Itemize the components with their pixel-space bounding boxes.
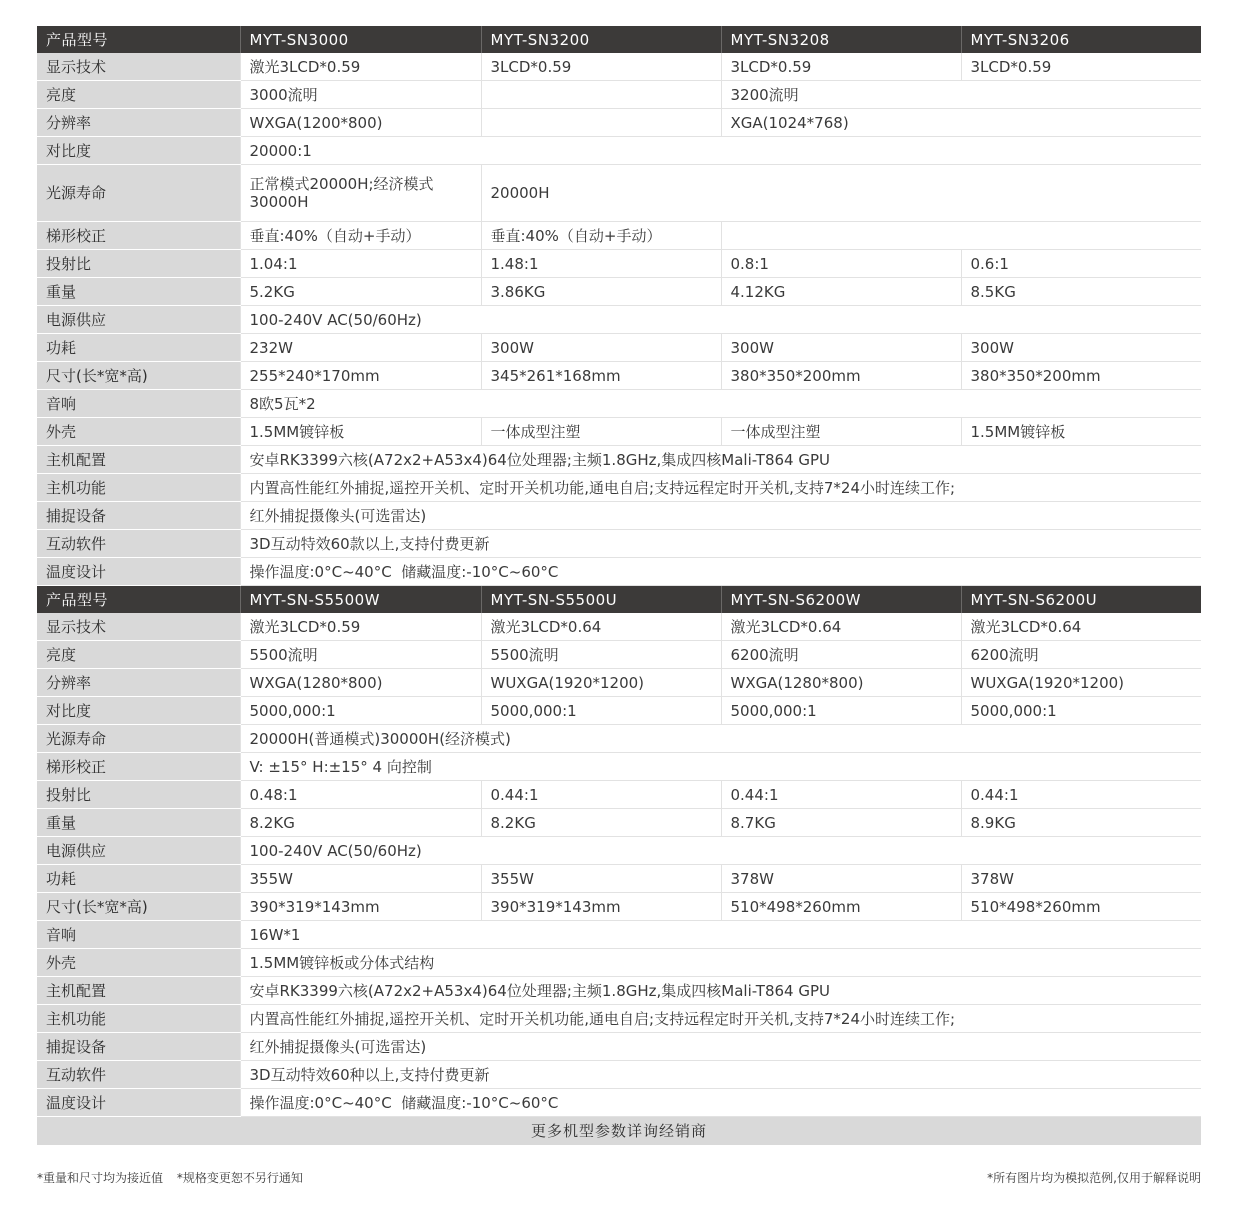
row-label: 电源供应 xyxy=(37,306,240,334)
row-label: 捕捉设备 xyxy=(37,1033,240,1061)
row-label: 投射比 xyxy=(37,781,240,809)
spec-cell: 300W xyxy=(481,334,721,362)
spec-row-host xyxy=(37,977,1201,1005)
spec-row-audio xyxy=(37,921,1201,949)
row-label: 音响 xyxy=(37,390,240,418)
spec-cell: 1.5MM镀锌板 xyxy=(240,418,481,446)
row-label: 尺寸(长*宽*高) xyxy=(37,362,240,390)
spec-cell: 6200流明 xyxy=(721,641,961,669)
row-label: 亮度 xyxy=(37,81,240,109)
spec-row-resolution xyxy=(37,109,1201,137)
spec-cell: WXGA(1200*800) xyxy=(240,109,481,137)
spec-row-audio xyxy=(37,390,1201,418)
spec-cell: 8.5KG xyxy=(961,278,1201,306)
spec-cell: 355W xyxy=(481,865,721,893)
model-name: MYT-SN-S5500U xyxy=(481,586,721,614)
row-label: 对比度 xyxy=(37,697,240,725)
spec-cell: 3000流明 xyxy=(240,81,481,109)
spec-cell: V: ±15° H:±15° 4 向控制 xyxy=(240,753,1201,781)
spec-row-keystone xyxy=(37,222,1201,250)
spec-cell: WXGA(1280*800) xyxy=(240,669,481,697)
spec-cell: 355W xyxy=(240,865,481,893)
spec-row-throw xyxy=(37,250,1201,278)
spec-cell: 1.48:1 xyxy=(481,250,721,278)
spec-cell: 1.04:1 xyxy=(240,250,481,278)
row-label: 外壳 xyxy=(37,949,240,977)
row-label: 梯形校正 xyxy=(37,222,240,250)
spec-row-size xyxy=(37,362,1201,390)
spec-row-function xyxy=(37,1005,1201,1033)
spec-cell: 一体成型注塑 xyxy=(481,418,721,446)
spec-cell: 激光3LCD*0.64 xyxy=(721,613,961,641)
spec-cell: XGA(1024*768) xyxy=(721,109,1201,137)
row-label: 显示技术 xyxy=(37,613,240,641)
row-label: 尺寸(长*宽*高) xyxy=(37,893,240,921)
table2-header-row xyxy=(37,586,1201,614)
spec-cell: 510*498*260mm xyxy=(961,893,1201,921)
model-label: 产品型号 xyxy=(37,586,240,614)
spec-cell: 5000,000:1 xyxy=(961,697,1201,725)
spec-cell: 1.5MM镀锌板 xyxy=(961,418,1201,446)
row-label: 分辨率 xyxy=(37,669,240,697)
spec-cell: 8.2KG xyxy=(240,809,481,837)
spec-cell: 红外捕捉摄像头(可选雷达) xyxy=(240,502,1201,530)
row-label: 功耗 xyxy=(37,865,240,893)
spec-cell: 20000H xyxy=(481,165,1201,222)
spec-row-keystone xyxy=(37,753,1201,781)
spec-cell: 3D互动特效60款以上,支持付费更新 xyxy=(240,530,1201,558)
spec-cell: 100-240V AC(50/60Hz) xyxy=(240,837,1201,865)
spec-cell: 390*319*143mm xyxy=(240,893,481,921)
row-label: 电源供应 xyxy=(37,837,240,865)
row-label: 梯形校正 xyxy=(37,753,240,781)
row-label: 重量 xyxy=(37,809,240,837)
spec-cell: 操作温度:0°C~40°C 储藏温度:-10°C~60°C xyxy=(240,558,1201,586)
spec-cell: WUXGA(1920*1200) xyxy=(481,669,721,697)
footnote-spec-change: *规格变更恕不另行通知 xyxy=(176,1171,303,1185)
spec-row-casing xyxy=(37,949,1201,977)
row-label: 功耗 xyxy=(37,334,240,362)
spec-row-brightness xyxy=(37,641,1201,669)
model-name: MYT-SN3206 xyxy=(961,26,1201,53)
row-label: 温度设计 xyxy=(37,558,240,586)
spec-cell: 3LCD*0.59 xyxy=(961,53,1201,81)
row-label: 温度设计 xyxy=(37,1089,240,1117)
spec-row-resolution xyxy=(37,669,1201,697)
row-label: 音响 xyxy=(37,921,240,949)
spec-cell: 0.44:1 xyxy=(961,781,1201,809)
row-label: 主机功能 xyxy=(37,1005,240,1033)
row-label: 对比度 xyxy=(37,137,240,165)
row-label: 主机功能 xyxy=(37,474,240,502)
spec-cell: 8欧5瓦*2 xyxy=(240,390,1201,418)
model-name: MYT-SN-S6200U xyxy=(961,586,1201,614)
spec-cell: 垂直:40%（自动+手动） xyxy=(481,222,721,250)
spec-row-temp xyxy=(37,558,1201,586)
spec-cell: 232W xyxy=(240,334,481,362)
spec-cell: 8.9KG xyxy=(961,809,1201,837)
spec-row-display xyxy=(37,53,1201,81)
spec-cell: WUXGA(1920*1200) xyxy=(961,669,1201,697)
spec-cell: 8.7KG xyxy=(721,809,961,837)
spec-cell: 操作温度:0°C~40°C 储藏温度:-10°C~60°C xyxy=(240,1089,1201,1117)
spec-row-lamp xyxy=(37,725,1201,753)
row-label: 分辨率 xyxy=(37,109,240,137)
spec-cell: 激光3LCD*0.64 xyxy=(961,613,1201,641)
spec-cell: 内置高性能红外捕捉,遥控开关机、定时开关机功能,通电自启;支持远程定时开关机,支持7*24小时连续工作; xyxy=(240,1005,1201,1033)
model-name: MYT-SN-S6200W xyxy=(721,586,961,614)
row-label: 主机配置 xyxy=(37,977,240,1005)
spec-cell: 垂直:40%（自动+手动） xyxy=(240,222,481,250)
spec-row-weight xyxy=(37,809,1201,837)
spec-cell: 390*319*143mm xyxy=(481,893,721,921)
spec-cell: WXGA(1280*800) xyxy=(721,669,961,697)
spec-row-casing xyxy=(37,418,1201,446)
spec-row-capture xyxy=(37,502,1201,530)
spec-cell: 378W xyxy=(961,865,1201,893)
spec-cell: 100-240V AC(50/60Hz) xyxy=(240,306,1201,334)
spec-cell: 20000H(普通模式)30000H(经济模式) xyxy=(240,725,1201,753)
spec-row-consumption xyxy=(37,865,1201,893)
model-name: MYT-SN-S5500W xyxy=(240,586,481,614)
spec-cell: 激光3LCD*0.64 xyxy=(481,613,721,641)
spec-cell: 0.44:1 xyxy=(721,781,961,809)
spec-row-contrast xyxy=(37,137,1201,165)
spec-row-display xyxy=(37,613,1201,641)
spec-row-lamp xyxy=(37,165,1201,222)
spec-row-host xyxy=(37,446,1201,474)
spec-row-size xyxy=(37,893,1201,921)
spec-cell: 5500流明 xyxy=(481,641,721,669)
footnotes xyxy=(37,1169,1201,1187)
spec-row-power xyxy=(37,306,1201,334)
spec-cell: 300W xyxy=(721,334,961,362)
spec-cell: 激光3LCD*0.59 xyxy=(240,53,481,81)
spec-cell: 红外捕捉摄像头(可选雷达) xyxy=(240,1033,1201,1061)
spec-cell: 16W*1 xyxy=(240,921,1201,949)
spec-cell: 0.48:1 xyxy=(240,781,481,809)
model-name: MYT-SN3208 xyxy=(721,26,961,53)
spec-cell: 激光3LCD*0.59 xyxy=(240,613,481,641)
row-label: 显示技术 xyxy=(37,53,240,81)
row-label: 互动软件 xyxy=(37,1061,240,1089)
spec-cell: 1.5MM镀锌板或分体式结构 xyxy=(240,949,1201,977)
spec-cell: 380*350*200mm xyxy=(721,362,961,390)
more-models-banner: 更多机型参数详询经销商 xyxy=(37,1117,1201,1145)
spec-cell: 0.6:1 xyxy=(961,250,1201,278)
spec-row-temp xyxy=(37,1089,1201,1117)
row-label: 主机配置 xyxy=(37,446,240,474)
spec-row-contrast xyxy=(37,697,1201,725)
row-label: 投射比 xyxy=(37,250,240,278)
spec-cell: 5000,000:1 xyxy=(240,697,481,725)
footnote-weight-size: *重量和尺寸均为接近值 xyxy=(37,1171,164,1185)
footnotes-left xyxy=(37,1169,313,1186)
spec-row-software xyxy=(37,530,1201,558)
footnote-images: *所有图片均为模拟范例,仅用于解释说明 xyxy=(987,1171,1201,1185)
spec-cell: 5000,000:1 xyxy=(481,697,721,725)
spec-cell xyxy=(481,109,721,137)
spec-row-function xyxy=(37,474,1201,502)
spec-sheet xyxy=(37,26,1201,1145)
spec-cell: 5500流明 xyxy=(240,641,481,669)
model-name: MYT-SN3200 xyxy=(481,26,721,53)
model-name: MYT-SN3000 xyxy=(240,26,481,53)
spec-row-brightness xyxy=(37,81,1201,109)
spec-table xyxy=(37,26,1201,1117)
spec-cell: 255*240*170mm xyxy=(240,362,481,390)
spec-cell: 内置高性能红外捕捉,遥控开关机、定时开关机功能,通电自启;支持远程定时开关机,支持7*24小时连续工作; xyxy=(240,474,1201,502)
spec-cell: 4.12KG xyxy=(721,278,961,306)
spec-cell: 3.86KG xyxy=(481,278,721,306)
spec-row-throw xyxy=(37,781,1201,809)
spec-cell: 6200流明 xyxy=(961,641,1201,669)
spec-cell: 一体成型注塑 xyxy=(721,418,961,446)
spec-cell: 0.8:1 xyxy=(721,250,961,278)
row-label: 互动软件 xyxy=(37,530,240,558)
spec-row-weight xyxy=(37,278,1201,306)
row-label: 亮度 xyxy=(37,641,240,669)
spec-cell: 5.2KG xyxy=(240,278,481,306)
spec-cell: 380*350*200mm xyxy=(961,362,1201,390)
spec-row-capture xyxy=(37,1033,1201,1061)
spec-cell xyxy=(721,222,1201,250)
spec-cell: 345*261*168mm xyxy=(481,362,721,390)
spec-cell: 378W xyxy=(721,865,961,893)
spec-cell xyxy=(481,81,721,109)
spec-cell: 3LCD*0.59 xyxy=(721,53,961,81)
row-label: 重量 xyxy=(37,278,240,306)
row-label: 光源寿命 xyxy=(37,725,240,753)
spec-cell: 安卓RK3399六核(A72x2+A53x4)64位处理器;主频1.8GHz,集成四核Mali-T864 GPU xyxy=(240,446,1201,474)
spec-cell: 3D互动特效60种以上,支持付费更新 xyxy=(240,1061,1201,1089)
row-label: 捕捉设备 xyxy=(37,502,240,530)
spec-cell: 8.2KG xyxy=(481,809,721,837)
table1-header-row xyxy=(37,26,1201,53)
spec-cell: 3LCD*0.59 xyxy=(481,53,721,81)
spec-row-consumption xyxy=(37,334,1201,362)
row-label: 光源寿命 xyxy=(37,165,240,222)
row-label: 外壳 xyxy=(37,418,240,446)
spec-cell: 5000,000:1 xyxy=(721,697,961,725)
model-label: 产品型号 xyxy=(37,26,240,53)
spec-row-power xyxy=(37,837,1201,865)
spec-cell: 20000:1 xyxy=(240,137,1201,165)
spec-cell: 安卓RK3399六核(A72x2+A53x4)64位处理器;主频1.8GHz,集成四核Mali-T864 GPU xyxy=(240,977,1201,1005)
spec-cell: 0.44:1 xyxy=(481,781,721,809)
spec-cell: 510*498*260mm xyxy=(721,893,961,921)
spec-row-software xyxy=(37,1061,1201,1089)
spec-cell: 3200流明 xyxy=(721,81,1201,109)
spec-cell: 正常模式20000H;经济模式30000H xyxy=(240,165,481,222)
spec-cell: 300W xyxy=(961,334,1201,362)
